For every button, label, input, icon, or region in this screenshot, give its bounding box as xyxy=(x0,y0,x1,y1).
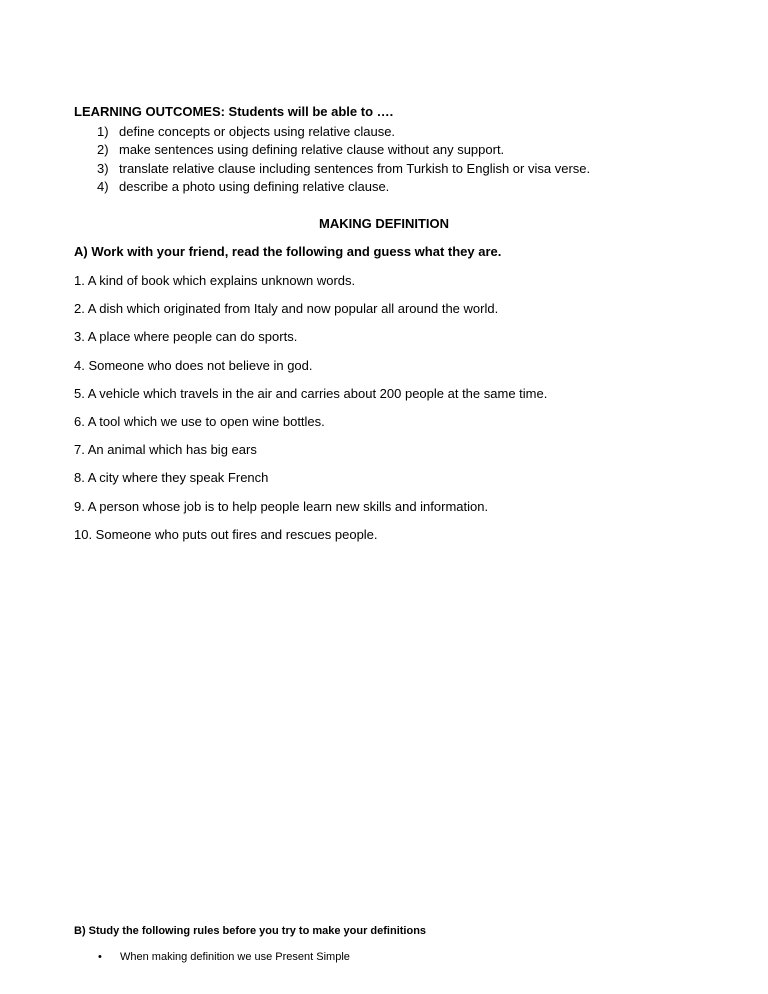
definition-item: 5. A vehicle which travels in the air and carries about 200 people at the same time. xyxy=(74,385,548,401)
definition-item: 1. A kind of book which explains unknown words. xyxy=(74,273,356,288)
learning-outcome-number: 1) xyxy=(97,124,109,139)
learning-outcome-item xyxy=(97,178,590,196)
learning-outcomes-heading: LEARNING OUTCOMES: Students will be able to …. xyxy=(74,104,394,119)
learning-outcome-number: 3) xyxy=(97,160,109,176)
definition-item: 2. A dish which originated from Italy and now popular all around the world. xyxy=(74,301,499,317)
learning-outcome-item xyxy=(97,160,590,178)
definition-item: 7. An animal which has big ears xyxy=(74,442,257,458)
definition-item: 3. A place where people can do sports. xyxy=(74,329,298,345)
learning-outcome-text: describe a photo using defining relative clause. xyxy=(119,178,390,194)
part-b-heading: B) Study the following rules before you try to make your definitions xyxy=(74,925,427,937)
learning-outcome-text: define concepts or objects using relative clause. xyxy=(119,124,396,139)
definition-item: 4. Someone who does not believe in god. xyxy=(74,357,313,373)
rule-item xyxy=(98,951,350,963)
learning-outcome-number: 2) xyxy=(97,142,109,158)
definition-list xyxy=(74,272,547,554)
rule-text: When making definition we use Present Simple xyxy=(120,951,350,963)
part-a-heading: A) Work with your friend, read the following and guess what they are. xyxy=(74,244,502,259)
learning-outcome-text: make sentences using defining relative clause without any support. xyxy=(119,142,505,158)
definition-item: 9. A person whose job is to help people learn new skills and information. xyxy=(74,498,489,514)
bullet-icon: • xyxy=(98,951,102,963)
learning-outcome-text: translate relative clause including sentences from Turkish to English or visa verse. xyxy=(119,160,591,176)
definition-item: 10. Someone who puts out fires and rescues people. xyxy=(74,526,378,542)
learning-outcome-item xyxy=(97,123,590,141)
learning-outcome-number: 4) xyxy=(97,178,109,194)
section-title: MAKING DEFINITION xyxy=(319,216,449,231)
definition-item: 6. A tool which we use to open wine bottles. xyxy=(74,413,325,429)
learning-outcome-item xyxy=(97,141,590,159)
learning-outcomes-list xyxy=(97,123,590,196)
definition-item: 8. A city where they speak French xyxy=(74,470,269,486)
